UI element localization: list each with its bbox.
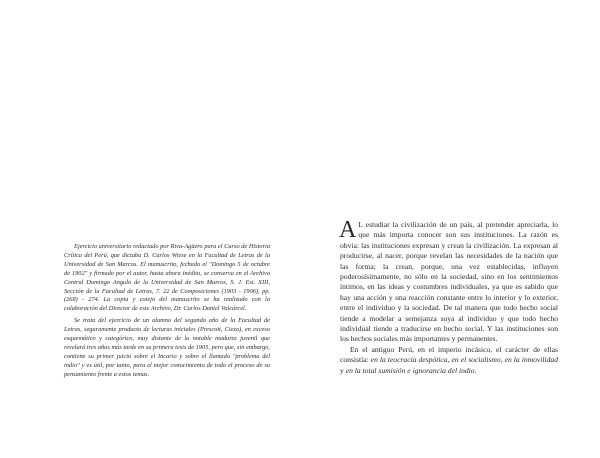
text-segment: , <box>447 355 452 365</box>
opening-paragraph <box>339 217 558 345</box>
italic-phrase: en la total sumisión e ignorancia del indio <box>345 365 475 375</box>
drop-cap: A <box>339 217 357 243</box>
left-page-footnote <box>64 243 270 380</box>
opening-paragraph-text: L estudiar la civilización de un país, al pretender apreciarla, lo que más importa conocer son sus instituciones. La razón es obvia: las instituciones expresan y crean la civilización. La expresan al producirse, al nacer, porque revelan las necesidades de la nación que las forma; la crean, porque, una vez establecidas, influyen poderosísimamente, no sólo en la sociedad, sino en los sentimientos íntimos, en las ideas y costumbres individuales, ya que es sabido que hay una acción y una reacción constante entre lo interior y lo exterior, entre el individuo y la sociedad. De tal manera que todo hecho social tiende a modelar a semejanza suya al individuo y que todo hecho individual tiende a traducirse en hecho social. Y las instituciones son los hechos sociales más importantes y permanentes. <box>340 220 558 344</box>
italic-phrase: en la inmovilidad <box>504 355 559 365</box>
second-paragraph <box>340 345 558 376</box>
text-segment: , <box>500 355 505 365</box>
italic-phrase: en el socialismo <box>451 355 501 365</box>
right-page-body <box>339 217 559 376</box>
editorial-note-paragraph: Se trata del ejercicio de un alumno del segundo año de la Facultad de Letras, seguramente producto de lecturas iniciales (Prescott, Cieza), en exceso esquemático y categórico, muy distante de la notable madurez juvenil que revelará tres años más tarde en su primera tesis de 1905, pero que, sin embargo, contiene su primer juicio sobre el Incario y sobre el llamado "problema del indio" y es útil, por tanto, para el mejor conocimiento de todo el proceso de su pensamiento frente a estos temas. <box>64 317 270 378</box>
italic-phrase: en la teocracia despótica <box>370 355 448 365</box>
text-segment: y <box>340 365 346 375</box>
text-segment: En el antiguo Perú, en el imperio incásico, el carácter de ellas consistía: <box>340 344 558 365</box>
text-segment: . <box>474 365 477 375</box>
editorial-note-paragraph: Ejercicio universitario redactado por Riva-Agüero para el Curso de Historia Crítica del Perú, que dictaba D. Carlos Wiese en la Facultad de Letras de la Universidad de San Marcos. El manuscrito, fechado el "Domingo 5 de octubre de 1902" y firmado por el autor, hasta ahora inédito, se conserva en el Archivo Central Domingo Angulo de la Universidad de San Marcos, S. J. Est. XIII, Sección de la Facultad de Letras, 7. 22 de Composiciones (1903 - 1906), pp. (268) - 274. La copia y cotejo del manuscrito se ha realizado con la colaboración del Director de este Archivo, Dr. Carlos Daniel Valcárcel. <box>64 243 270 313</box>
